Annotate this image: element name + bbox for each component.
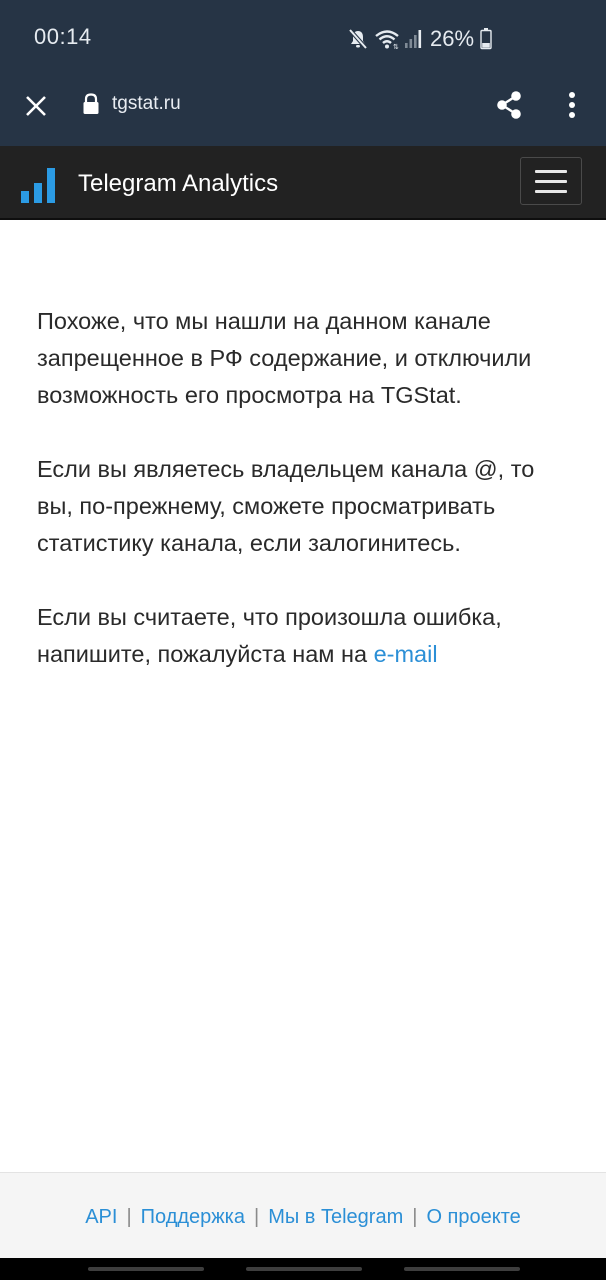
footer-link-api[interactable]: API xyxy=(85,1206,118,1228)
battery-percent: 26% xyxy=(430,26,475,51)
blocked-notice-paragraph: Похоже, что мы нашли на данном канале запрещенное в РФ содержание, и отключили возможность его просмотра на TGStat. xyxy=(37,308,532,408)
status-bar xyxy=(0,0,606,78)
status-icons xyxy=(348,24,492,54)
bar-chart-logo-icon[interactable] xyxy=(20,165,60,210)
footer-separator: | xyxy=(126,1206,132,1228)
email-link[interactable]: e-mail xyxy=(373,641,438,667)
share-icon[interactable] xyxy=(492,88,526,127)
wifi-icon xyxy=(374,28,400,50)
error-contact-paragraph xyxy=(37,599,557,673)
browser-toolbar xyxy=(0,78,606,146)
hamburger-line xyxy=(535,170,567,173)
hamburger-line xyxy=(535,180,567,183)
footer-separator: | xyxy=(412,1206,418,1228)
main-content xyxy=(37,303,557,710)
battery-icon xyxy=(480,28,492,50)
hamburger-menu-button[interactable] xyxy=(520,157,582,205)
footer-link-about[interactable]: О проекте xyxy=(426,1206,521,1228)
owner-notice-paragraph: Если вы являетесь владельцем канала @, то вы, по-прежнему, сможете просматривать статистику канала, если залогинитесь. xyxy=(37,456,535,556)
close-icon[interactable] xyxy=(20,90,52,122)
footer xyxy=(0,1172,606,1258)
mute-icon xyxy=(348,28,368,50)
error-contact-text: Если вы считаете, что произошла ошибка, напишите, пожалуйста нам на xyxy=(37,604,502,667)
signal-icon xyxy=(404,29,422,49)
footer-separator: | xyxy=(254,1206,260,1228)
url-text[interactable]: tgstat.ru xyxy=(112,93,181,114)
nav-home-button[interactable] xyxy=(246,1267,362,1271)
footer-link-support[interactable]: Поддержка xyxy=(140,1206,245,1228)
footer-link-telegram[interactable]: Мы в Telegram xyxy=(268,1206,404,1228)
footer-links xyxy=(0,1206,606,1229)
nav-recent-button[interactable] xyxy=(88,1267,204,1271)
nav-back-button[interactable] xyxy=(404,1267,520,1271)
lock-icon xyxy=(82,93,100,120)
site-header xyxy=(0,146,606,220)
system-nav-bar xyxy=(0,1258,606,1280)
site-title[interactable]: Telegram Analytics xyxy=(78,170,279,197)
svg-text:⇅: ⇅ xyxy=(393,43,399,50)
hamburger-line xyxy=(535,190,567,193)
status-time: 00:14 xyxy=(34,24,92,49)
more-vert-icon[interactable] xyxy=(560,90,584,125)
